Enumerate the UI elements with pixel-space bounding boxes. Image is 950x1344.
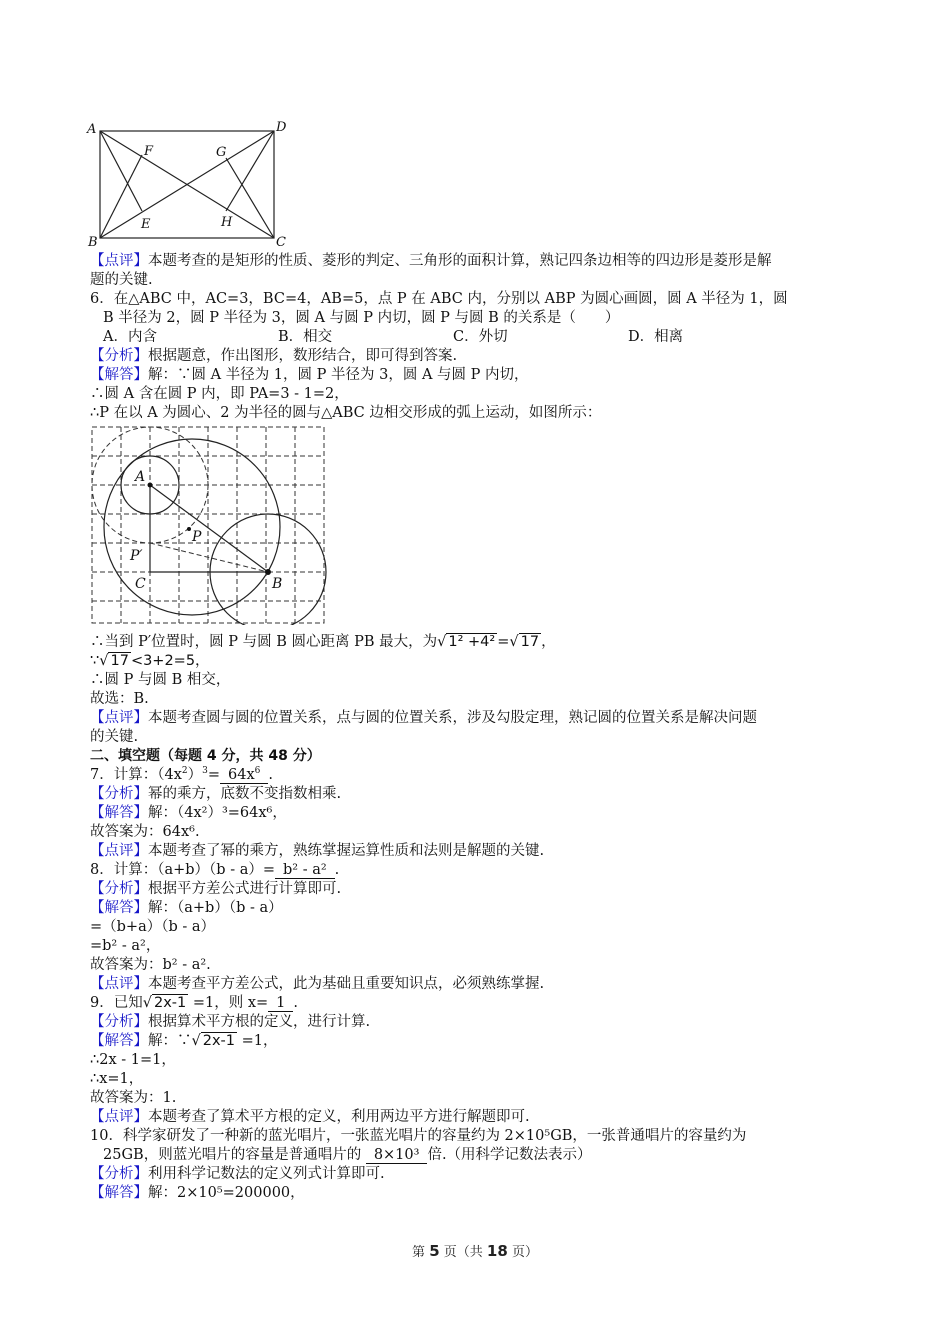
svg-text:D: D xyxy=(276,120,286,135)
question-7: 7．计算：$(4x^2)^3= 64x^6$ . xyxy=(90,766,273,783)
answer-blank: 1 xyxy=(268,995,293,1012)
answer-tag: 【解答】 xyxy=(90,367,148,383)
svg-text:B: B xyxy=(88,235,98,246)
analysis-tag: 【分析】 xyxy=(90,348,148,364)
svg-text:A: A xyxy=(135,469,146,485)
svg-text:B: B xyxy=(272,576,283,592)
answer-blank: 8×10³ xyxy=(366,1147,428,1164)
question-9: 9．已知√ 2x-1 =1，则 x= 1 . xyxy=(90,995,299,1011)
circles-grid-figure xyxy=(90,425,330,625)
question-6-stem: 6．在△ABC 中，AC=3，BC=4，AB=5，点 P 在 ABC 内，分别以 ABP 为圆心画圆，圆 A 半径为 1，圆 xyxy=(90,291,788,307)
svg-text:P: P xyxy=(192,529,202,545)
question-8: 8．计算：（a+b）（b - a）= b² - a² . xyxy=(90,862,340,878)
pb-max-line: ∴当到 P′位置时，圆 P 与圆 B 圆心距离 PB 最大，为√ 1² +4² =√ 17 ， xyxy=(90,634,556,650)
svg-text:A: A xyxy=(87,122,97,137)
total-pages: 18 xyxy=(486,1242,508,1260)
page-footer: 第 5 页（共 18 页） xyxy=(412,1242,538,1260)
sqrt-expression: √ 1² +4² xyxy=(437,634,496,650)
rectangle-figure xyxy=(86,118,286,246)
comment-line: 【点评】本题考查的是矩形的性质、菱形的判定、三角形的面积计算，熟记四条边相等的四边形是菱形是解 xyxy=(90,253,772,269)
svg-text:H: H xyxy=(221,215,233,230)
svg-text:C: C xyxy=(276,235,286,246)
question-6-options xyxy=(90,328,865,347)
answer-blank: $64x^6$ xyxy=(220,767,268,784)
svg-text:E: E xyxy=(141,217,151,232)
comment-tag: 【点评】 xyxy=(90,710,148,726)
document-page: A D F G E H B C 【点评】本题考查的是矩形的性质、菱形的判定、三角形的面积计算，熟记四条边相等的四边形是菱形是解 题的关键. 6．在△ABC 中，AC=3，BC=4，AB=5，点 P 在 ABC 内，分别以 ABP 为圆心画圆，圆 A 半径为 1，圆 B 半径为 2，圆 P 半径为 3，圆 A 与圆 P 内切，圆 P 与圆 B 的关系是（ ） A．内含 B．相交 C．外切 D．相离 【分析】根据题意，作出图形，数形结合，即可得到答案. 【解答】解：∵圆 A 半径为 1，圆 P 半径为 3，圆 A 与圆 P 内切， ∴圆 A 含在圆 P 内，即 PA=3 - 1=2， ∴P 在以 A 为圆心、2 为半径的圆与△ABC 边相交形成的弧上运动，如图所示： A P P′ C B ∴当到 P′位置时，圆 P 与圆 B 圆心距离 PB 最大，为√ 1² +4² =√ 17 ， ∵√ 17 <3+2=5， ∴圆 P 与圆 B 相交， 故选：B. 【点评】本题考查圆与圆的位置关系，点与圆的位置关系，涉及勾股定理，熟记圆的位置关系是解决问题 的关键. 二、填空题（每题 4 分，共 48 分） 7．计算：$(4x^2)^3= 64x^6$ . 【分析】幂的乘方，底数不变指数相乘. 【解答】解：（4x²）³=64x⁶， 故答案为：64x⁶. 【点评】本题考查了幂的乘方，熟练掌握运算性质和法则是解题的关键. 8．计算：（a+b）（b - a）= b² - a² . 【分析】根据平方差公式进行计算即可. 【解答】解：（a+b）（b - a） =（b+a）（b - a） =b² - a²， 故答案为：b² - a². 【点评】本题考查平方差公式，此为基础且重要知识点，必须熟练掌握. 9．已知√ 2x-1 =1，则 x= 1 . 【分析】根据算术平方根的定义，进行计算. 【解答】解：∵√ 2x-1 =1， ∴2x - 1=1， ∴x=1， 故答案为：1. 【点评】本题考查了算术平方根的定义，利用两边平方进行解题即可. 10．科学家研发了一种新的蓝光唱片，一张蓝光唱片的容量约为 2×10⁵GB，一张普通唱片的容量约为 25GB，则蓝光唱片的容量是普通唱片的 8×10³ 倍.（用科学记数法表示） 【分析】利用科学记数法的定义列式计算即可. 【解答】解：2×10⁵=200000， xyxy=(90,118,865,1203)
svg-text:G: G xyxy=(216,145,227,160)
svg-text:P′: P′ xyxy=(130,548,143,564)
option-a: A．内含 xyxy=(103,329,157,345)
question-10: 10．科学家研发了一种新的蓝光唱片，一张蓝光唱片的容量约为 2×10⁵GB，一张普通唱片的容量约为 xyxy=(90,1128,747,1144)
option-b: B．相交 xyxy=(278,329,333,345)
option-c: C．外切 xyxy=(453,329,508,345)
svg-text:F: F xyxy=(144,144,154,159)
comment-tag: 【点评】 xyxy=(90,253,148,269)
option-d: D．相离 xyxy=(628,329,684,345)
svg-text:C: C xyxy=(135,576,146,592)
page-number: 5 xyxy=(429,1242,440,1260)
section-heading: 二、填空题（每题 4 分，共 48 分） xyxy=(90,748,321,764)
answer-blank: b² - a² xyxy=(275,862,335,879)
